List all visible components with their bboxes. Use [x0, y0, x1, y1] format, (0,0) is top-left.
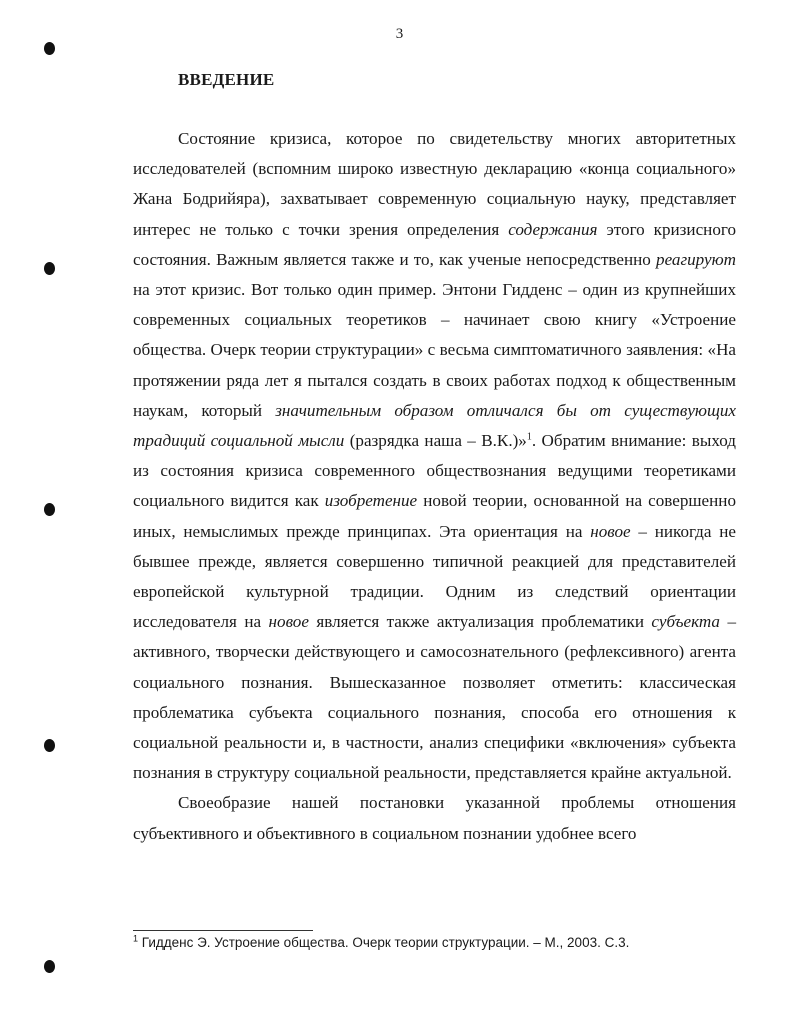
binder-hole-mark — [44, 503, 55, 516]
footnote-mark: 1 — [133, 933, 139, 944]
text-run: Состояние кризиса, которое по свидетельству многих авторитетных исследователей (вспомним широко известную декларацию «конца социального» Жана Бодрийяра), захватывает современную социальную науку, представляет интерес не только с точки зрения определения — [133, 129, 736, 239]
text-run: на этот кризис. Вот только один пример. Энтони Гидденс – один из крупнейших современных социальных теоретиков – начинает свою книгу «Устроение общества. Очерк теории структурации» с весьма симптоматичного заявления: «На протяжении ряда лет я пытался создать в своих работах подход к общественным наукам, который — [133, 280, 736, 420]
page-number: 3 — [395, 26, 404, 42]
emphasis: новое — [268, 612, 309, 632]
footnote-divider — [133, 930, 313, 931]
body-text — [133, 124, 736, 849]
page-title: ВВЕДЕНИЕ — [178, 70, 275, 89]
text-run: – активного, творчески действующего и самосознательного (рефлексивного) агента социального познания. Вышесказанное позволяет отметить: классическая проблематика субъекта социального познания, способа его отношения к социальной реальности и, в частности, анализ специфики «включения» субъекта познания в структуру социальной реальности, представляется крайне актуальной. — [133, 612, 736, 783]
paragraph-1 — [133, 124, 736, 788]
emphasis: содержания — [508, 219, 598, 239]
text-run: является также актуализация проблематики — [308, 612, 652, 632]
emphasis: субъекта — [651, 612, 720, 632]
emphasis: новое — [590, 521, 631, 541]
text-run: – никогда не бывшее прежде, является совершенно типичной реакцией для представителей европейской культурной традиции. Одним из следствий ориентации исследователя на — [133, 521, 736, 632]
text-run: . Обратим внимание: выход из состояния кризиса современного обществознания ведущими теоретиками социального видится как — [133, 431, 736, 511]
binder-hole-mark — [44, 739, 55, 752]
text-run: новой теории, основанной на совершенно иных, немыслимых прежде принципах. Эта ориентация на — [133, 491, 736, 541]
footnote-reference[interactable]: 1 — [526, 431, 532, 443]
binder-hole-mark — [44, 262, 55, 275]
text-run: (разрядка наша – В.К.)» — [344, 431, 527, 451]
binder-hole-mark — [44, 42, 55, 55]
footnote — [133, 933, 736, 953]
emphasis: реагируют — [656, 249, 736, 269]
text-run: этого кризисного состояния. Важным является также и то, как ученые непосредственно — [133, 219, 736, 269]
emphasis: значительным образом отличался бы от существующих традиций социальной мысли — [133, 400, 736, 451]
footnote-text: Гидденс Э. Устроение общества. Очерк теории структурации. – М., 2003. С.3. — [138, 935, 630, 950]
paragraph-2: Своеобразие нашей постановки указанной проблемы отношения субъективного и объективного в социальном познании удобнее всего — [133, 793, 736, 843]
emphasis: изобретение — [324, 491, 418, 511]
binder-hole-mark — [44, 960, 55, 973]
